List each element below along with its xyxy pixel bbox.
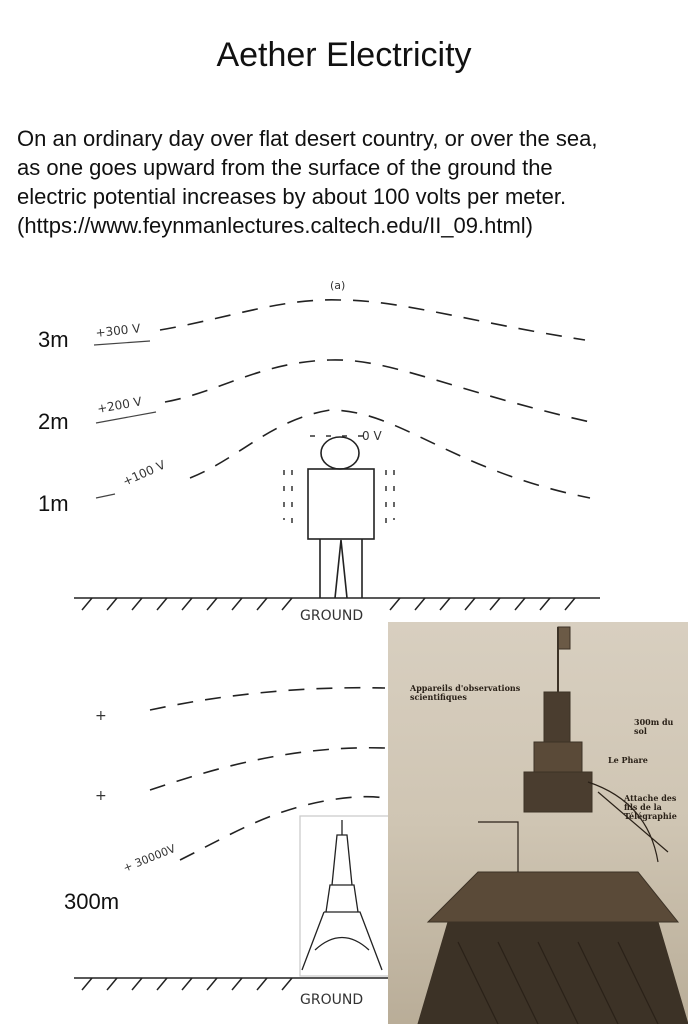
equipotential-300m-lower-line [180, 797, 385, 860]
equipotential-300m-middle-line [150, 748, 385, 790]
description-line-3: electric potential increases by about 100 volts per meter. [17, 184, 567, 209]
label-100v: +100 V [120, 457, 168, 489]
height-label-3m: 3m [38, 327, 69, 352]
page-title: Aether Electricity [216, 36, 472, 74]
label-0v: 0 V [362, 429, 382, 443]
equipotential-300v-line [160, 300, 585, 340]
label-200v: +200 V [96, 394, 143, 416]
svg-text:+: + [95, 708, 107, 724]
caption-appareils: Appareils d'observations scientifiques [410, 683, 521, 702]
description-line-2: as one goes upward from the surface of the ground the [17, 155, 553, 180]
ground-line-bottom [74, 978, 388, 990]
equipotential-100v-line [190, 410, 590, 498]
height-label-300m: 300m [64, 889, 120, 914]
description-line-1: On an ordinary day over flat desert country, or over the sea, [17, 126, 598, 151]
height-label-2m: 2m [38, 409, 69, 434]
panel-label-a: (a) [330, 279, 346, 292]
caption-attache: Attache des fils de la Télégraphie [624, 793, 677, 821]
height-label-1m: 1m [38, 491, 69, 516]
caption-height: 300m du sol [634, 717, 674, 736]
label-300v: +300 V [94, 321, 142, 340]
eiffel-tower-photo [388, 622, 688, 1024]
caption-phare: Le Phare [608, 755, 648, 765]
equipotential-200v-line [165, 360, 590, 422]
svg-text:+: + [95, 788, 107, 804]
label-30000v: + 30000V [121, 842, 178, 875]
description-line-4: (https://www.feynmanlectures.caltech.edu/II_09.html) [17, 213, 534, 238]
ground-label-bottom: GROUND [300, 992, 364, 1008]
eiffel-tower-sketch [300, 816, 390, 976]
person-figure [308, 437, 374, 598]
equipotential-300m-upper-line [150, 688, 385, 710]
ground-label-top: GROUND [300, 608, 364, 624]
